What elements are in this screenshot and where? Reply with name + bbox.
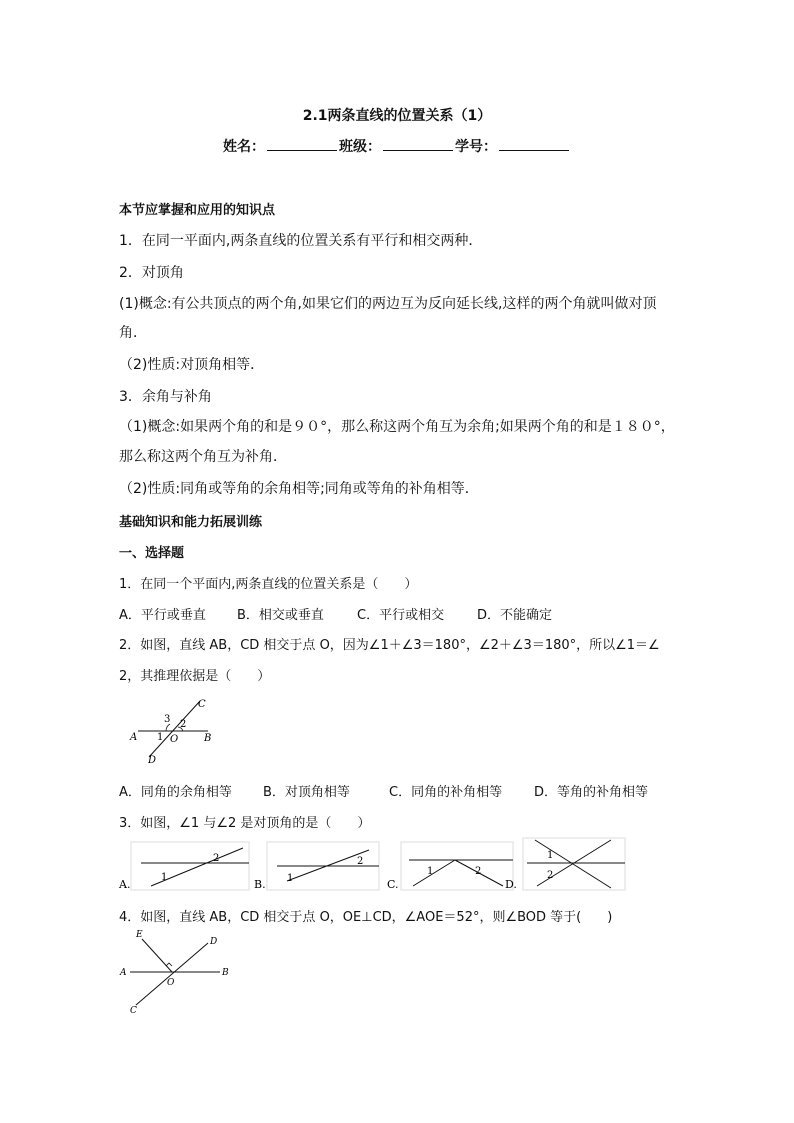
- q2-option-b[interactable]: B．对顶角相等: [263, 785, 350, 800]
- q3-c-angle-2: 2: [475, 866, 482, 877]
- q3-option-d-letter[interactable]: D.: [505, 878, 517, 891]
- q4-label-d: D: [210, 937, 218, 947]
- knowledge-item-2a-line2: 角．: [119, 325, 147, 341]
- q3-option-b-letter[interactable]: B.: [254, 878, 266, 891]
- class-blank[interactable]: [383, 138, 453, 151]
- knowledge-item-2b: （2)性质:对顶角相等．: [119, 357, 265, 373]
- q2-option-c[interactable]: C．同角的补角相等: [389, 785, 503, 800]
- q4-label-c: C: [130, 1006, 137, 1016]
- knowledge-item-3b: （2)性质:同角或等角的余角相等;同角或等角的补角相等．: [119, 481, 479, 497]
- q3-a-angle-1: 1: [161, 872, 168, 883]
- q4-stem: 4．如图，直线 AB，CD 相交于点 O，OE⊥CD，∠AOE＝52°，则∠BOD 等于( ): [119, 910, 613, 925]
- q4-label-a: A: [120, 968, 127, 978]
- knowledge-item-1: 1．在同一平面内,两条直线的位置关系有平行和相交两种．: [119, 233, 483, 249]
- q2-label-o: O: [170, 734, 179, 745]
- q3-b-angle-1: 1: [287, 873, 294, 884]
- q3-a-angle-2: 2: [213, 853, 220, 864]
- knowledge-heading: 本节应掌握和应用的知识点: [119, 203, 276, 218]
- q1-stem: 1．在同一个平面内,两条直线的位置关系是（ ）: [119, 577, 418, 592]
- class-label: 班级：: [339, 139, 381, 155]
- knowledge-item-2a-line1: (1)概念:有公共顶点的两个角,如果它们的两边互为反向延长线,这样的两个角就叫做对顶: [119, 296, 657, 312]
- q2-angle-3: 3: [164, 714, 171, 725]
- name-label: 姓名：: [223, 139, 265, 155]
- q1-option-b[interactable]: B．相交或垂直: [237, 608, 324, 623]
- q2-label-c: C: [198, 699, 206, 710]
- id-label: 学号：: [455, 139, 497, 155]
- name-blank[interactable]: [267, 138, 337, 151]
- id-blank[interactable]: [499, 138, 569, 151]
- q2-figure: [124, 693, 224, 765]
- q3-c-angle-1: 1: [427, 866, 434, 877]
- q1-option-c[interactable]: C．平行或相交: [357, 608, 445, 623]
- q3-figures: [117, 836, 647, 894]
- q3-option-a-letter[interactable]: A.: [119, 878, 131, 891]
- section-choice: 一、选择题: [119, 546, 185, 561]
- q3-d-angle-1: 1: [547, 850, 554, 861]
- q2-stem-line2: 2，其推理依据是（ ）: [119, 669, 271, 684]
- q2-label-b: B: [204, 733, 212, 744]
- knowledge-item-3a-line2: 那么称这两个角互为补角．: [119, 449, 287, 465]
- q2-option-d[interactable]: D．等角的补角相等: [534, 785, 649, 800]
- q4-label-e: E: [136, 930, 143, 940]
- q2-label-d: D: [148, 755, 157, 766]
- student-info-line: [0, 136, 794, 156]
- page-title: 2.1两条直线的位置关系（1）: [302, 108, 492, 124]
- q2-option-a[interactable]: A．同角的余角相等: [119, 785, 232, 800]
- q2-angle-1: 1: [157, 732, 164, 743]
- q4-figure: [116, 925, 229, 1017]
- q1-option-a[interactable]: A．平行或垂直: [119, 608, 206, 623]
- knowledge-item-2: 2．对顶角: [119, 265, 184, 281]
- q2-stem-line1: 2．如图，直线 AB，CD 相交于点 O，因为∠1＋∠3＝180°，∠2＋∠3＝180°，所以∠1＝∠: [119, 638, 660, 653]
- q4-label-o: O: [167, 978, 175, 988]
- q2-label-a: A: [130, 732, 138, 743]
- training-heading: 基础知识和能力拓展训练: [119, 515, 263, 530]
- q3-option-c-letter[interactable]: C.: [387, 878, 399, 891]
- q1-option-d[interactable]: D．不能确定: [477, 608, 553, 623]
- q3-d-angle-2: 2: [547, 870, 554, 881]
- q2-angle-2: 2: [180, 719, 187, 730]
- q3-stem: 3．如图，∠1 与∠2 是对顶角的是（ ）: [119, 816, 371, 831]
- q4-label-b: B: [222, 968, 229, 978]
- knowledge-item-3: 3．余角与补角: [119, 389, 212, 405]
- knowledge-item-3a-line1: （1)概念:如果两个角的和是９０°，那么称这两个角互为余角;如果两个角的和是１８０°，: [119, 419, 675, 435]
- q3-b-angle-2: 2: [357, 856, 364, 867]
